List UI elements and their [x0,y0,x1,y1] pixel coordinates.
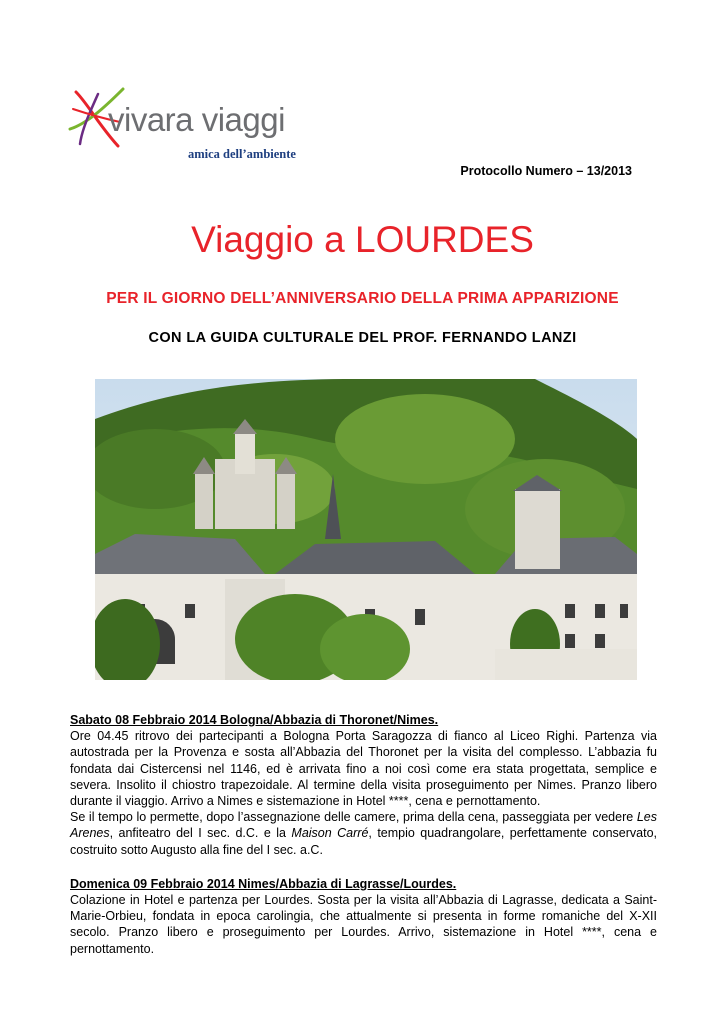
abbey-photo-image [95,379,637,680]
day-1 [70,712,657,858]
day-2-title: Domenica 09 Febbraio 2014 Nimes/Abbazia di Lagrasse/Lourdes. [70,876,457,891]
document-subtitle: PER IL GIORNO DELL’ANNIVERSARIO DELLA PRIMA APPARIZIONE [106,290,619,307]
day-1-p2-part-e: , tempio quadrangolare, perfettamente conservato, costruito sotto Augusto alla fine del I sec. a.C. [70,826,657,857]
day-1-paragraph-2 [70,809,657,858]
day-1-p2-part-c: , anfiteatro del I sec. d.C. e la [109,826,292,841]
les-arenes-text: Les Arenes [70,810,657,841]
day-1-title: Sabato 08 Febbraio 2014 Bologna/Abbazia di Thoronet/Nimes. [70,713,439,727]
itinerary [70,712,657,957]
brand-name: vivara viaggi [108,101,285,138]
protocol-number: Protocollo Numero – 13/2013 [460,164,632,178]
guide-line: CON LA GUIDA CULTURALE DEL PROF. FERNANDO LANZI [148,330,577,346]
day-1-paragraph-1: Ore 04.45 ritrovo dei partecipanti a Bologna Porta Saragozza di fianco al Liceo Righi. Partenza via autostrada per la Provenza e sosta all’Abbazia del Thoronet per la visita del complesso. L’abbazia fu fondata dai Cistercensi nel 1146, ed è arrivata fino a noi così come era stata progettata, semplice e severa. Insolito il chiostro trapezoidale. Al termine della visita proseguimento per Nimes. Pranzo libero durante il viaggio. Arrivo a Nimes e sistemazione in Hotel ****, cena e pernottamento. [70,729,657,809]
brand-logo [68,84,298,166]
day-1-p2-part-a: Se il tempo lo permette, dopo l’assegnazione delle camere, prima della cena, passeggiata per vedere [70,810,637,825]
abbey-photo [95,379,637,680]
maison-carre-text: Maison Carré [291,826,369,841]
brand-tagline: amica dell’ambiente [188,147,296,161]
day-2-paragraph-1: Colazione in Hotel e partenza per Lourdes. Sosta per la visita all’Abbazia di Lagrasse, dedicata a Saint-Marie-Orbieu, fondata in epoca carolingia, che attualmente si presenta in forme romaniche del X-XII secolo. Pranzo libero e proseguimento per Lourdes. Arrivo, sistemazione in Hotel ****, cena e pernottamento. [70,893,657,956]
day-2 [70,876,657,957]
document-title: Viaggio a LOURDES [191,219,534,260]
